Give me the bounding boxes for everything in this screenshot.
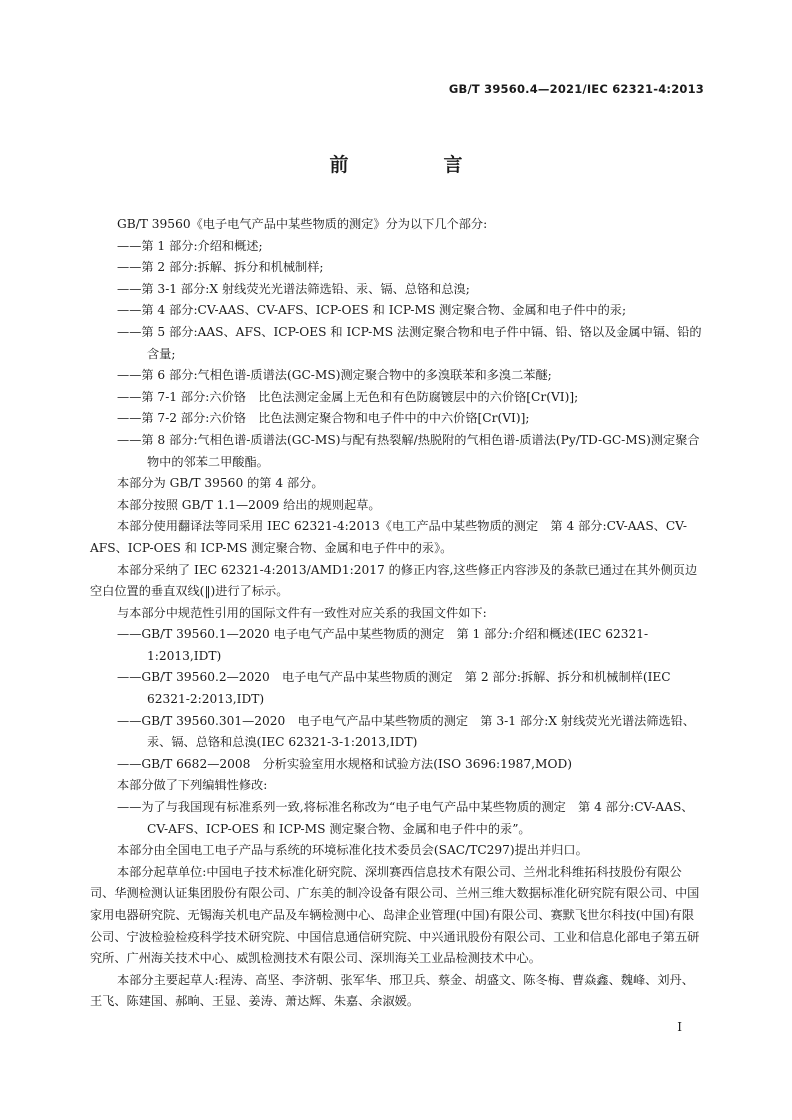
foreword-body (90, 214, 704, 1013)
list-item: ——第 6 部分:气相色谱-质谱法(GC-MS)测定聚合物中的多溴联苯和多溴二苯醚; (117, 368, 552, 383)
list-item: ——为了与我国现有标准系列一致,将标准名称改为“电子电气产品中某些物质的测定 第 4 部分:CV-AAS、CV-AFS、ICP-OES 和 ICP-MS 测定聚合物、金属和电子件中的汞”。 (117, 800, 694, 836)
list-item: ——第 1 部分:介绍和概述; (117, 238, 263, 253)
list-item: ——第 3-1 部分:X 射线荧光光谱法筛选铅、汞、镉、总铬和总溴; (117, 281, 470, 296)
paragraph: 本部分做了下列编辑性修改: (117, 778, 268, 793)
paragraph: 与本部分中规范性引用的国际文件有一致性对应关系的我国文件如下: (117, 605, 487, 620)
list-item: ——第 7-2 部分:六价铬 比色法测定聚合物和电子件中的中六价铬[Cr(VI)]; (117, 411, 530, 426)
list-item: ——GB/T 39560.1—2020 电子电气产品中某些物质的测定 第 1 部分:介绍和概述(IEC 62321-1:2013,IDT) (117, 627, 649, 663)
paragraph: GB/T 39560《电子电气产品中某些物质的测定》分为以下几个部分: (117, 217, 488, 231)
paragraph: 本部分使用翻译法等同采用 IEC 62321-4:2013《电工产品中某些物质的测定 第 4 部分:CV-AAS、CV-AFS、ICP-OES 和 ICP-MS 测定聚合物、金属和电子件中的汞》。 (90, 519, 687, 555)
list-item: ——GB/T 39560.301—2020 电子电气产品中某些物质的测定 第 3-1 部分:X 射线荧光光谱法筛选铅、汞、镉、总铬和总溴(IEC 62321-3-1:2013,IDT) (117, 713, 695, 750)
list-item: ——GB/T 6682—2008 分析实验室用水规格和试验方法(ISO 3696:1987,MOD) (117, 756, 573, 771)
paragraph: 本部分主要起草人:程涛、高坚、李济朝、张军华、邢卫兵、蔡金、胡盛文、陈冬梅、曹焱鑫、魏峰、刘丹、王飞、陈建国、郝晌、王显、姜涛、萧达辉、朱嘉、余淑媛。 (90, 972, 694, 1009)
list-item: ——第 7-1 部分:六价铬 比色法测定金属上无色和有色防腐镀层中的六价铬[Cr(VI)]; (117, 389, 579, 404)
list-item: ——第 4 部分:CV-AAS、CV-AFS、ICP-OES 和 ICP-MS 测定聚合物、金属和电子件中的汞; (117, 303, 627, 318)
paragraph: 本部分为 GB/T 39560 的第 4 部分。 (117, 476, 324, 491)
paragraph: 本部分按照 GB/T 1.1—2009 给出的规则起草。 (117, 497, 381, 512)
list-item: ——第 5 部分:AAS、AFS、ICP-OES 和 ICP-MS 法测定聚合物和电子件中镉、铅、铬以及金属中镉、铅的含量; (117, 324, 702, 361)
list-item: ——GB/T 39560.2—2020 电子电气产品中某些物质的测定 第 2 部分:拆解、拆分和机械制样(IEC 62321-2:2013,IDT) (117, 670, 671, 707)
paragraph: 本部分起草单位:中国电子技术标准化研究院、深圳赛西信息技术有限公司、兰州北科维拓科技股份有限公司、华测检测认证集团股份有限公司、广东美的制冷设备有限公司、兰州三维大数据标准化研究院有限公司、中国家用电器研究院、无锡海关机电产品及车辆检测中心、岛津企业管理(中国)有限公司、赛默飞世尔科技(中国)有限公司、宁波检验检疫科学技术研究院、中国信息通信研究院、中兴通讯股份有限公司、工业和信息化部电子第五研究所、广州海关技术中心、威凯检测技术有限公司、深圳海关工业品检测技术中心。 (90, 864, 700, 966)
page-number: I (677, 1020, 682, 1034)
page-title: 前 言 (329, 154, 501, 176)
paragraph: 本部分采纳了 IEC 62321-4:2013/AMD1:2017 的修正内容,这些修正内容涉及的条款已通过在其外侧页边空白位置的垂直双线(‖)进行了标示。 (90, 562, 698, 599)
list-item: ——第 8 部分:气相色谱-质谱法(GC-MS)与配有热裂解/热脱附的气相色谱-质谱法(Py/TD-GC-MS)测定聚合物中的邻苯二甲酸酯。 (117, 432, 700, 469)
paragraph: 本部分由全国电工电子产品与系统的环境标准化技术委员会(SAC/TC297)提出并归口。 (117, 843, 588, 858)
standard-code-header: GB/T 39560.4—2021/IEC 62321-4:2013 (448, 82, 704, 96)
list-item: ——第 2 部分:拆解、拆分和机械制样; (117, 260, 324, 275)
